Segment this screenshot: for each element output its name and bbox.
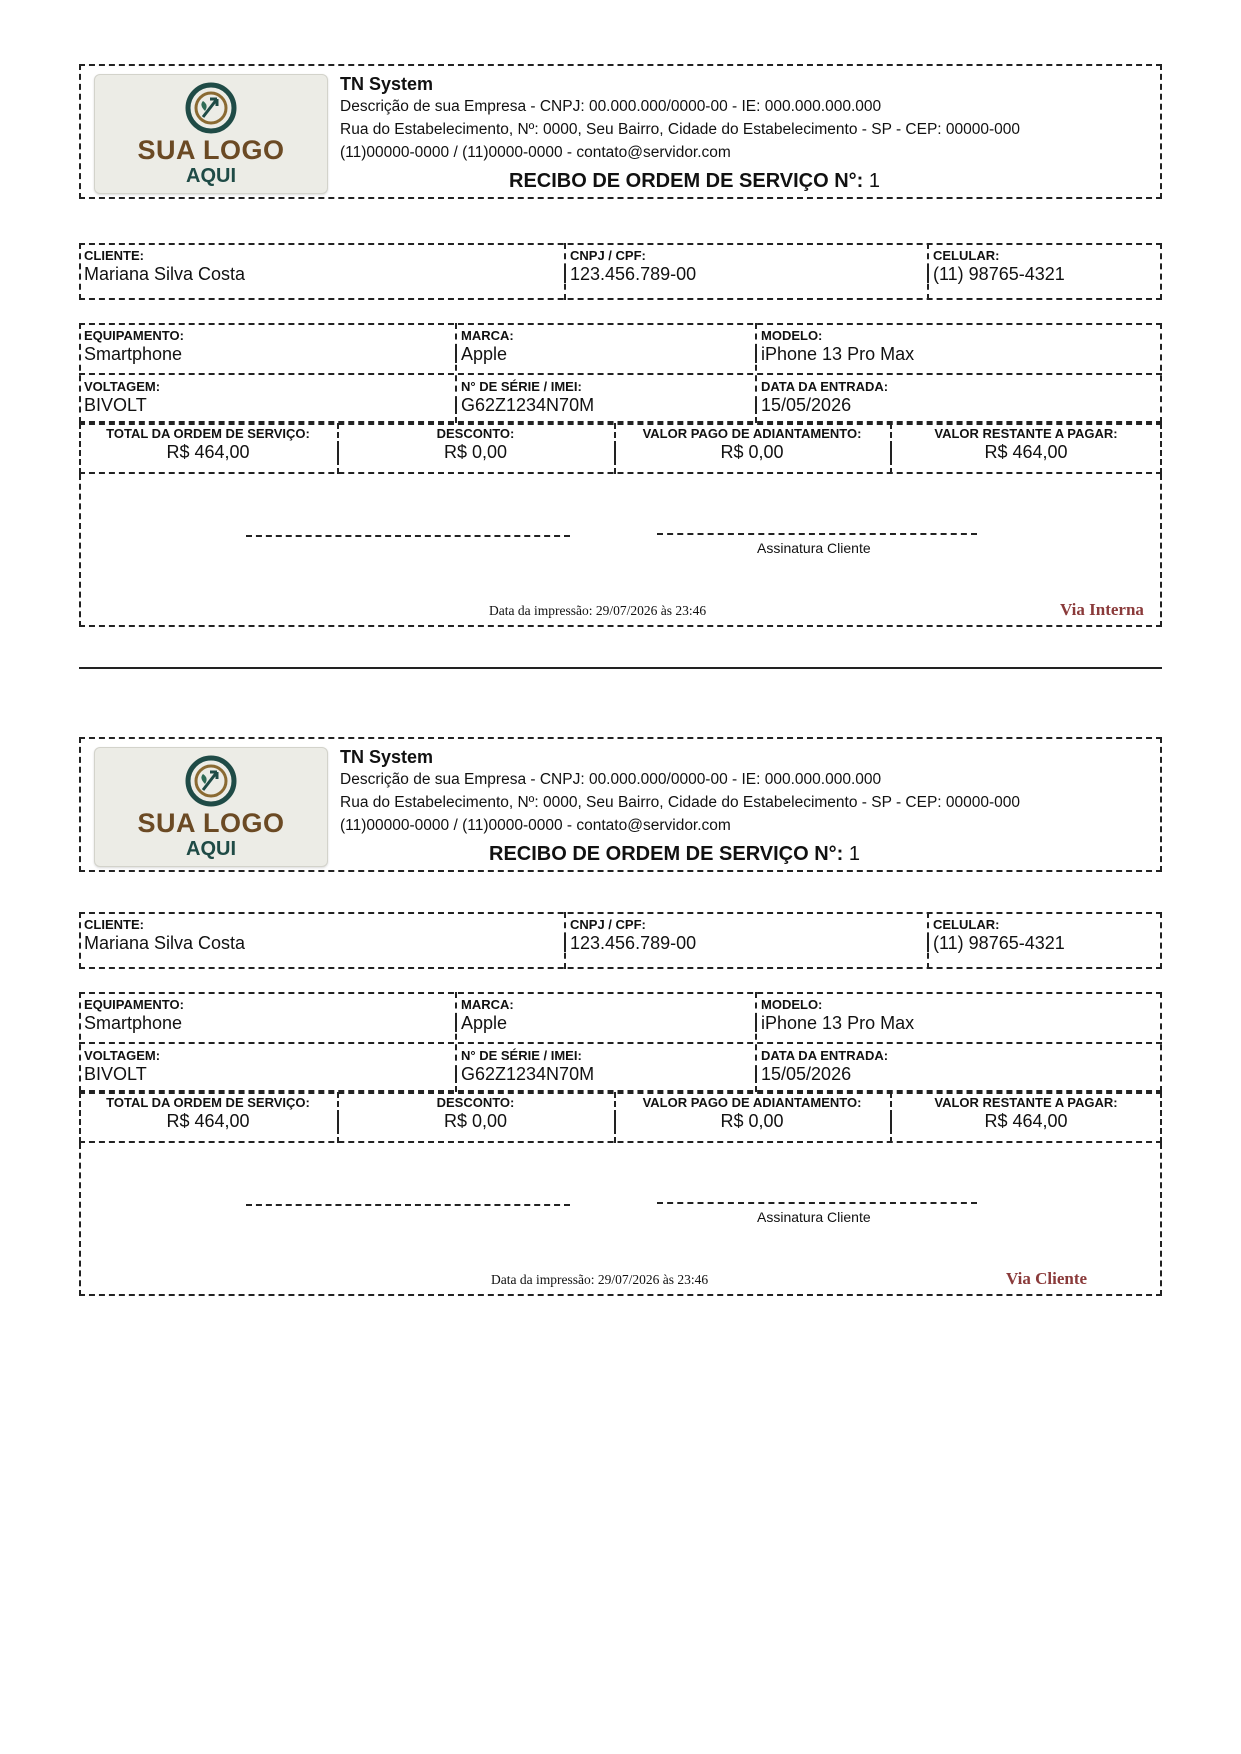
row-divider: [79, 1042, 1162, 1044]
company-contact: (11)00000-0000 / (11)0000-0000 - contato@servidor.com: [340, 817, 731, 834]
via-label: Via Interna: [1060, 600, 1144, 619]
field-marker: [455, 399, 457, 414]
client-phone-label: CELULAR:: [933, 917, 1000, 932]
advance-value: R$ 0,00: [720, 1111, 784, 1131]
remaining-value: R$ 464,00: [984, 1111, 1068, 1131]
field-marker: [564, 937, 566, 952]
total-label: TOTAL DA ORDEM DE SERVIÇO:: [106, 1095, 310, 1110]
signature-line-client: [657, 1202, 977, 1204]
client-name: Mariana Silva Costa: [84, 933, 246, 953]
remaining-label: VALOR RESTANTE A PAGAR:: [934, 426, 1118, 441]
remaining-label: VALOR RESTANTE A PAGAR:: [934, 1095, 1118, 1110]
logo-text-main: SUA LOGO: [137, 808, 285, 838]
entry-date-label: DATA DA ENTRADA:: [761, 1048, 889, 1063]
equipment-label: EQUIPAMENTO:: [84, 328, 184, 343]
receipt-title-text: RECIBO DE ORDEM DE SERVIÇO N°:: [489, 843, 844, 865]
total-label: TOTAL DA ORDEM DE SERVIÇO:: [106, 426, 310, 441]
entry-date: 15/05/2026: [761, 395, 852, 415]
discount-value: R$ 0,00: [443, 442, 508, 462]
field-marker: [455, 348, 457, 363]
receipt-number: 1: [868, 170, 881, 192]
print-date: Data da impressão: 29/07/2026 às 23:46: [489, 603, 707, 618]
brand-label: MARCA:: [461, 997, 514, 1012]
equipment-label: EQUIPAMENTO:: [84, 997, 184, 1012]
client-name-label: CLIENTE:: [84, 248, 144, 263]
equipment-model: iPhone 13 Pro Max: [761, 1013, 915, 1033]
company-address: Rua do Estabelecimento, Nº: 0000, Seu Bairro, Cidade do Estabelecimento - SP - CEP: 00000-000: [340, 121, 1021, 138]
company-address: Rua do Estabelecimento, Nº: 0000, Seu Bairro, Cidade do Estabelecimento - SP - CEP: 00000-000: [340, 794, 1021, 811]
field-marker: [755, 348, 757, 363]
receipt-via-cliente: [0, 737, 1241, 1337]
entry-date: 15/05/2026: [761, 1064, 852, 1084]
discount-label: DESCONTO:: [436, 1095, 515, 1110]
logo-text-sub: AQUI: [186, 165, 236, 187]
client-name: Mariana Silva Costa: [84, 264, 246, 284]
signature-line-left: [246, 1204, 570, 1206]
logo-text-sub: AQUI: [186, 838, 236, 860]
brand-label: MARCA:: [461, 328, 514, 343]
client-cpf-label: CNPJ / CPF:: [570, 248, 646, 263]
company-contact: (11)00000-0000 / (11)0000-0000 - contato@servidor.com: [340, 144, 731, 161]
receipt-title: [489, 843, 860, 866]
field-marker: [755, 1068, 757, 1083]
entry-date-label: DATA DA ENTRADA:: [761, 379, 889, 394]
receipt-number: 1: [848, 843, 861, 865]
field-marker: [755, 399, 757, 414]
equipment-serial: G62Z1234N70M: [461, 1064, 595, 1084]
serial-label: N° DE SÉRIE / IMEI:: [461, 379, 582, 394]
company-name: TN System: [340, 747, 434, 767]
model-label: MODELO:: [761, 328, 823, 343]
field-marker: [455, 1068, 457, 1083]
discount-label: DESCONTO:: [436, 426, 515, 441]
equipment-serial: G62Z1234N70M: [461, 395, 595, 415]
voltage-label: VOLTAGEM:: [84, 379, 161, 394]
client-cpf: 123.456.789-00: [570, 933, 697, 953]
client-signature-label: Assinatura Cliente: [757, 1209, 871, 1225]
field-marker: [455, 1017, 457, 1032]
discount-value: R$ 0,00: [443, 1111, 508, 1131]
voltage-label: VOLTAGEM:: [84, 1048, 161, 1063]
equipment-brand: Apple: [461, 1013, 508, 1033]
signature-line-left: [246, 535, 570, 537]
advance-label: VALOR PAGO DE ADIANTAMENTO:: [642, 1095, 862, 1110]
total-value: R$ 464,00: [166, 442, 250, 462]
field-marker: [755, 1017, 757, 1032]
advance-label: VALOR PAGO DE ADIANTAMENTO:: [642, 426, 862, 441]
client-signature-label: Assinatura Cliente: [757, 540, 871, 556]
print-date: Data da impressão: 29/07/2026 às 23:46: [491, 1272, 709, 1287]
field-marker: [927, 268, 929, 283]
receipt-title-text: RECIBO DE ORDEM DE SERVIÇO N°:: [509, 170, 864, 192]
equipment-type: Smartphone: [84, 344, 183, 364]
leaf-growth-icon: [183, 754, 239, 808]
equipment-voltage: BIVOLT: [84, 1064, 147, 1084]
company-logo: [94, 74, 328, 194]
client-name-label: CLIENTE:: [84, 917, 144, 932]
company-logo: [94, 747, 328, 867]
leaf-growth-icon: [183, 81, 239, 135]
field-marker: [564, 268, 566, 283]
total-value: R$ 464,00: [166, 1111, 250, 1131]
client-cpf: 123.456.789-00: [570, 264, 697, 284]
client-phone: (11) 98765-4321: [933, 933, 1065, 953]
advance-value: R$ 0,00: [720, 442, 784, 462]
row-divider: [79, 373, 1162, 375]
remaining-value: R$ 464,00: [984, 442, 1068, 462]
via-label: Via Cliente: [1006, 1269, 1088, 1288]
logo-text-main: SUA LOGO: [137, 135, 285, 165]
equipment-model: iPhone 13 Pro Max: [761, 344, 915, 364]
receipt-title: [509, 170, 880, 193]
receipt-via-interna: [0, 64, 1241, 664]
model-label: MODELO:: [761, 997, 823, 1012]
company-name: TN System: [340, 74, 434, 94]
client-phone-label: CELULAR:: [933, 248, 1000, 263]
company-description: Descrição de sua Empresa - CNPJ: 00.000.000/0000-00 - IE: 000.000.000.000: [340, 98, 882, 115]
equipment-type: Smartphone: [84, 1013, 183, 1033]
field-marker: [927, 937, 929, 952]
client-phone: (11) 98765-4321: [933, 264, 1065, 284]
equipment-voltage: BIVOLT: [84, 395, 147, 415]
signature-line-client: [657, 533, 977, 535]
client-cpf-label: CNPJ / CPF:: [570, 917, 646, 932]
equipment-brand: Apple: [461, 344, 508, 364]
page-separator: [79, 667, 1162, 669]
company-description: Descrição de sua Empresa - CNPJ: 00.000.000/0000-00 - IE: 000.000.000.000: [340, 771, 882, 788]
serial-label: N° DE SÉRIE / IMEI:: [461, 1048, 582, 1063]
